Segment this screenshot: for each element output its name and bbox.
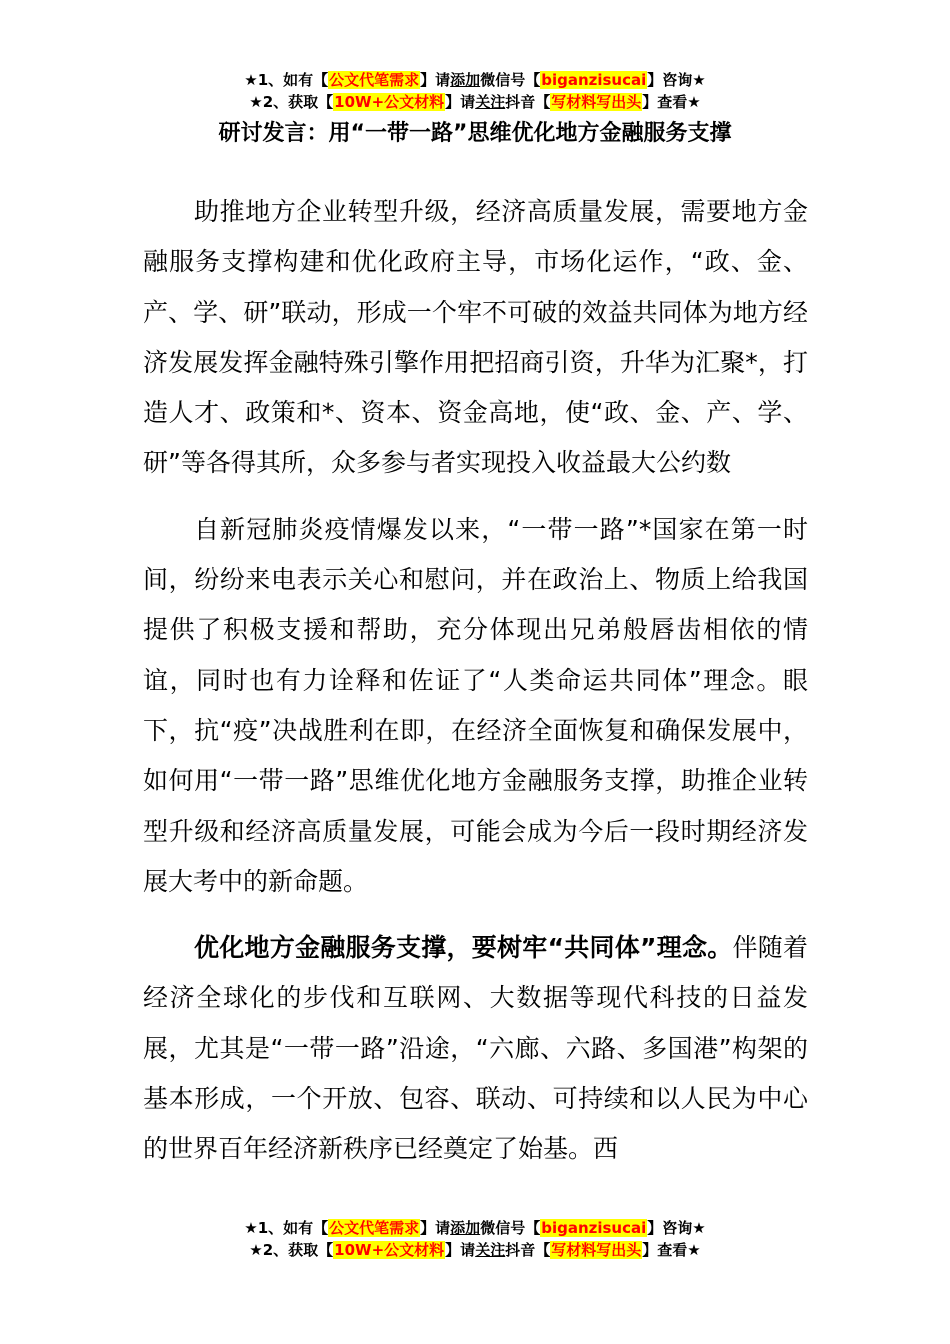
highlight-wechat-id: biganzisucai [541,1219,647,1237]
banner-text: 】请 [445,93,476,111]
underlined-text: 添加 [450,71,481,89]
banner-line-1 [0,69,950,91]
paragraph-text: 伴随着经济全球化的步伐和互联网、大数据等现代科技的日益发展，尤其是“一带一路”沿途，“六廊、六路、多国港”构架的基本形成，一个开放、包容、联动、可持续和以人民为中心的世界百年经济新秩序已经奠定了始基。西 [143,933,808,1164]
underlined-text: 关注 [475,93,506,111]
paragraph-text: 助推地方企业转型升级，经济高质量发展，需要地方金融服务支撑构建和优化政府主导，市场化运作，“政、金、产、学、研”联动，形成一个牢不可破的效益共同体为地方经济发展发挥金融特殊引擎作用把招商引资，升华为汇聚*，打造人才、政策和*、资本、资金高地，使“政、金、产、学、研”等各得其所，众多参与者实现投入收益最大公约数 [143,197,808,478]
paragraph-lead: 优化地方金融服务支撑，要树牢“共同体”理念。 [194,933,733,963]
underlined-text: 关注 [475,1241,506,1259]
banner-line-2 [0,1239,950,1261]
paragraph-1 [143,187,808,489]
footer-banner [0,1217,950,1261]
document-title: 研讨发言：用“一带一路”思维优化地方金融服务支撑 [218,121,732,146]
highlight-douyin-account: 写材料写出头 [551,1241,642,1259]
underlined-text: 添加 [450,1219,481,1237]
star-icon: ★ [692,1219,706,1237]
banner-text: 】请 [420,71,451,89]
banner-text: 1、如有【 [257,1219,329,1237]
highlight-materials: 10W+公文材料 [334,1241,445,1259]
banner-text: 】查看 [642,93,688,111]
document-body [143,187,808,1191]
star-icon: ★ [244,1219,258,1237]
banner-text: 】咨询 [647,1219,693,1237]
highlight-wechat-id: biganzisucai [541,71,647,89]
banner-text: 】咨询 [647,71,693,89]
banner-line-2 [0,91,950,113]
paragraph-text: 自新冠肺炎疫情爆发以来，“一带一路”*国家在第一时间，纷纷来电表示关心和慰问，并在政治上、物质上给我国提供了积极支援和帮助，充分体现出兄弟般唇齿相依的情谊，同时也有力诠释和佐证了“人类命运共同体”理念。眼下，抗“疫”决战胜利在即，在经济全面恢复和确保发展中，如何用“一带一路”思维优化地方金融服务支撑，助推企业转型升级和经济高质量发展，可能会成为今后一段时期经济发展大考中的新命题。 [143,514,808,896]
banner-text: 微信号【 [480,1219,541,1237]
paragraph-2 [143,505,808,907]
banner-text: 1、如有【 [257,71,329,89]
header-banner [0,69,950,113]
star-icon: ★ [687,1241,701,1259]
star-icon: ★ [244,71,258,89]
banner-text: 】请 [445,1241,476,1259]
highlight-douyin-account: 写材料写出头 [551,93,642,111]
banner-line-1 [0,1217,950,1239]
banner-text: 抖音【 [505,93,551,111]
banner-text: 】请 [420,1219,451,1237]
star-icon: ★ [249,93,263,111]
banner-text: 抖音【 [505,1241,551,1259]
star-icon: ★ [692,71,706,89]
banner-text: 2、获取【 [262,93,334,111]
banner-text: 2、获取【 [262,1241,334,1259]
star-icon: ★ [687,93,701,111]
star-icon: ★ [249,1241,263,1259]
highlight-service: 公文代笔需求 [329,1219,420,1237]
highlight-service: 公文代笔需求 [329,71,420,89]
paragraph-3 [143,923,808,1174]
banner-text: 】查看 [642,1241,688,1259]
highlight-materials: 10W+公文材料 [334,93,445,111]
banner-text: 微信号【 [480,71,541,89]
